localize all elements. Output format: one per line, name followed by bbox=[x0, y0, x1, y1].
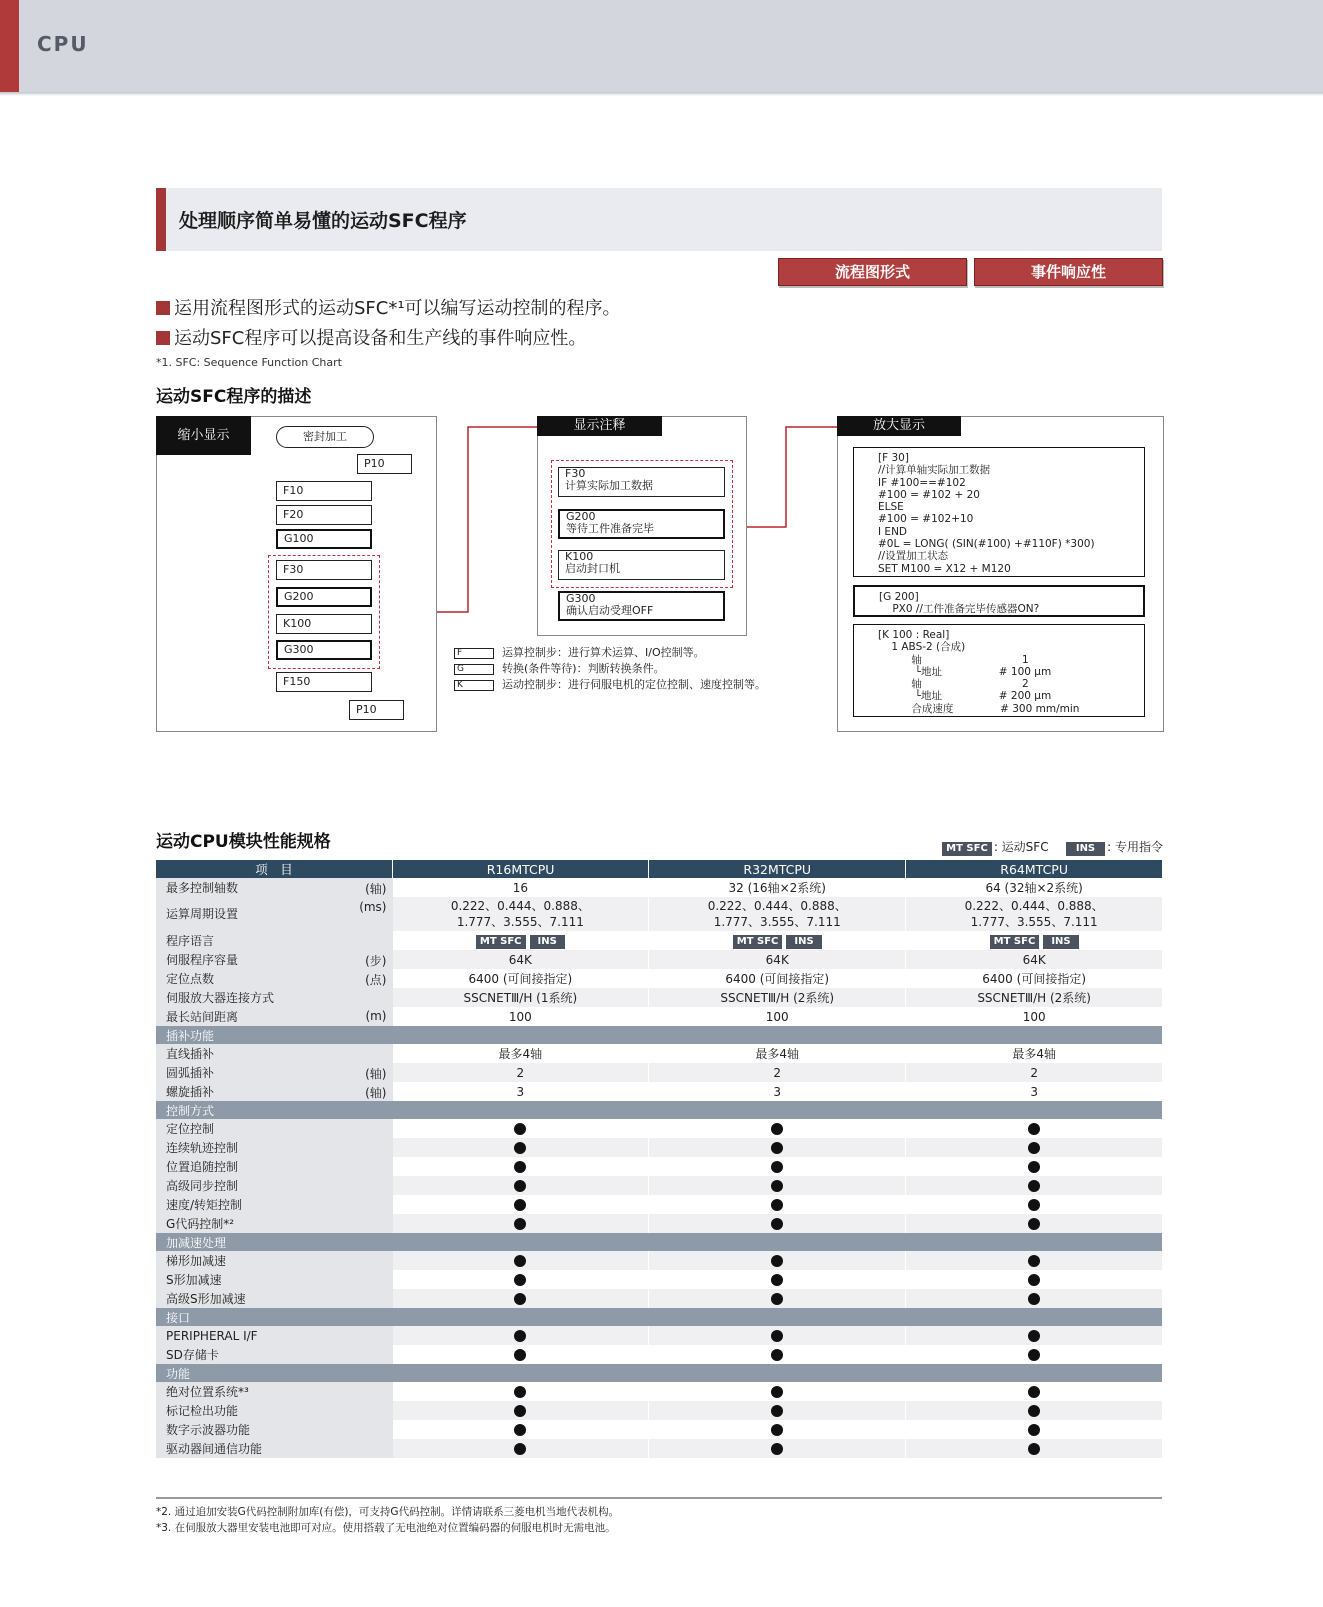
row-unit: (m) bbox=[365, 1009, 387, 1023]
step-G200: G200 bbox=[276, 587, 372, 607]
table-row bbox=[156, 1420, 1162, 1439]
table-row bbox=[156, 1063, 1162, 1082]
code-G200: [G 200] PX0 //工件准备完毕传感器ON? bbox=[853, 585, 1145, 617]
supported-dot-icon bbox=[1028, 1349, 1040, 1361]
supported-cell bbox=[906, 1176, 1162, 1195]
legend-key: F bbox=[454, 648, 494, 659]
supported-dot-icon bbox=[514, 1180, 526, 1192]
comment-step-text: 启动封口机 bbox=[565, 562, 620, 576]
supported-cell bbox=[393, 1382, 649, 1401]
supported-dot-icon bbox=[514, 1293, 526, 1305]
supported-dot-icon bbox=[771, 1424, 783, 1436]
legend-G bbox=[454, 660, 665, 676]
row-unit: (轴) bbox=[365, 1067, 387, 1081]
supported-cell bbox=[649, 1138, 906, 1157]
table-row bbox=[156, 1345, 1162, 1364]
code-K100: [K 100 : Real] 1 ABS-2 (合成) 轴 1 └地址 # 100 μm 轴 2 └地址 # 200 μm 合成速度 # 300 mm/min bbox=[853, 624, 1145, 717]
supported-cell bbox=[906, 1195, 1162, 1214]
supported-dot-icon bbox=[771, 1443, 783, 1455]
row-label bbox=[156, 1176, 393, 1195]
supported-dot-icon bbox=[1028, 1123, 1040, 1135]
language-cell bbox=[649, 931, 906, 950]
table-row bbox=[156, 1138, 1162, 1157]
legend-key: G bbox=[454, 664, 494, 675]
category-label: 接口 bbox=[156, 1308, 1162, 1326]
ins-legend-text: : 专用指令 bbox=[1107, 840, 1163, 854]
step-K100: K100 bbox=[276, 614, 372, 634]
table-category-row bbox=[156, 1101, 1162, 1119]
table-row bbox=[156, 878, 1162, 897]
row-label-text: SD存储卡 bbox=[166, 1348, 219, 1362]
row-label bbox=[156, 1007, 393, 1026]
mt-sfc-badge: MT SFC bbox=[990, 935, 1040, 949]
row-label-text: 运算周期设置 bbox=[166, 907, 239, 921]
supported-dot-icon bbox=[1028, 1293, 1040, 1305]
supported-cell bbox=[649, 1289, 906, 1308]
spec-title: 运动CPU模块性能规格 bbox=[156, 832, 331, 852]
row-label bbox=[156, 1326, 393, 1345]
table-row bbox=[156, 1044, 1162, 1063]
value-cell: 6400 (可间接指定) bbox=[393, 969, 649, 988]
step-F30: F30 bbox=[276, 560, 372, 580]
comment-step-F30 bbox=[558, 467, 725, 497]
table-row bbox=[156, 1214, 1162, 1233]
diagram-title: 运动SFC程序的描述 bbox=[156, 387, 312, 407]
table-row bbox=[156, 1082, 1162, 1101]
comment-step-G300 bbox=[558, 591, 725, 621]
table-row bbox=[156, 1326, 1162, 1345]
spec-table bbox=[156, 860, 1162, 1458]
supported-cell bbox=[393, 1439, 649, 1458]
supported-cell bbox=[393, 1420, 649, 1439]
supported-dot-icon bbox=[514, 1349, 526, 1361]
row-label bbox=[156, 1439, 393, 1458]
value-cell: 最多4轴 bbox=[649, 1044, 906, 1063]
supported-cell bbox=[906, 1326, 1162, 1345]
supported-cell bbox=[649, 1157, 906, 1176]
language-cell bbox=[393, 931, 649, 950]
comment-step-id: F30 bbox=[565, 467, 586, 480]
legend-text: 运动控制步：进行伺服电机的定位控制、速度控制等。 bbox=[502, 678, 766, 691]
table-row bbox=[156, 1270, 1162, 1289]
comment-step-id: G300 bbox=[566, 592, 596, 605]
supported-dot-icon bbox=[1028, 1424, 1040, 1436]
row-label-text: PERIPHERAL I/F bbox=[166, 1328, 258, 1343]
bullet-1-text: 运用流程图形式的运动SFC*¹可以编写运动控制的程序。 bbox=[174, 298, 621, 319]
language-cell bbox=[906, 931, 1162, 950]
supported-dot-icon bbox=[1028, 1199, 1040, 1211]
footnote-1: *1. SFC: Sequence Function Chart bbox=[156, 356, 342, 369]
row-label-text: 梯形加减速 bbox=[166, 1254, 227, 1268]
supported-dot-icon bbox=[514, 1330, 526, 1342]
row-label-text: 绝对位置系统*³ bbox=[166, 1385, 249, 1399]
supported-cell bbox=[393, 1326, 649, 1345]
legend-K bbox=[454, 676, 766, 692]
supported-dot-icon bbox=[771, 1218, 783, 1230]
row-label-text: 程序语言 bbox=[166, 934, 215, 948]
comment-step-text: 等待工件准备完毕 bbox=[566, 522, 654, 536]
supported-dot-icon bbox=[771, 1274, 783, 1286]
supported-dot-icon bbox=[771, 1142, 783, 1154]
col-header-r16: R16MTCPU bbox=[393, 860, 649, 878]
supported-dot-icon bbox=[514, 1424, 526, 1436]
value-cell: 2 bbox=[649, 1063, 906, 1082]
supported-dot-icon bbox=[1028, 1218, 1040, 1230]
section-title: 处理顺序简单易懂的运动SFC程序 bbox=[179, 210, 467, 232]
row-label-text: 标记检出功能 bbox=[166, 1404, 239, 1418]
row-label-text: 伺服程序容量 bbox=[166, 953, 239, 967]
comment-step-K100 bbox=[558, 550, 725, 580]
step-P10: P10 bbox=[357, 454, 412, 474]
mt-sfc-badge: MT SFC bbox=[733, 935, 783, 949]
row-label bbox=[156, 1251, 393, 1270]
row-unit: (步) bbox=[365, 954, 387, 968]
supported-dot-icon bbox=[1028, 1443, 1040, 1455]
row-label-text: 数字示波器功能 bbox=[166, 1423, 251, 1437]
row-label-text: 定位点数 bbox=[166, 972, 215, 986]
row-unit: (ms) bbox=[359, 900, 387, 914]
supported-dot-icon bbox=[1028, 1180, 1040, 1192]
table-row bbox=[156, 969, 1162, 988]
value-cell: 16 bbox=[393, 878, 649, 897]
row-label bbox=[156, 950, 393, 969]
value-cell: 6400 (可间接指定) bbox=[906, 969, 1162, 988]
row-label bbox=[156, 931, 393, 950]
supported-cell bbox=[649, 1176, 906, 1195]
row-label bbox=[156, 1195, 393, 1214]
supported-dot-icon bbox=[1028, 1255, 1040, 1267]
supported-cell bbox=[393, 1119, 649, 1138]
supported-dot-icon bbox=[514, 1443, 526, 1455]
supported-dot-icon bbox=[514, 1123, 526, 1135]
table-row bbox=[156, 1176, 1162, 1195]
supported-dot-icon bbox=[771, 1386, 783, 1398]
supported-dot-icon bbox=[771, 1161, 783, 1173]
supported-cell bbox=[649, 1420, 906, 1439]
supported-cell bbox=[649, 1195, 906, 1214]
supported-dot-icon bbox=[1028, 1274, 1040, 1286]
supported-cell bbox=[906, 1119, 1162, 1138]
col-header-r64: R64MTCPU bbox=[906, 860, 1162, 878]
value-cell: 64K bbox=[393, 950, 649, 969]
row-label-text: 最长站间距离 bbox=[166, 1010, 239, 1024]
table-category-row bbox=[156, 1308, 1162, 1326]
footnote-2: *2. 通过追加安装G代码控制附加库(有偿)，可支持G代码控制。详情请联系三菱电机当地代表机构。 bbox=[156, 1506, 620, 1518]
row-label-text: 高级同步控制 bbox=[166, 1179, 239, 1193]
row-label bbox=[156, 988, 393, 1007]
row-label-text: 速度/转矩控制 bbox=[166, 1198, 243, 1212]
supported-cell bbox=[649, 1401, 906, 1420]
row-label bbox=[156, 1063, 393, 1082]
ins-badge: INS bbox=[530, 935, 565, 949]
category-label: 插补功能 bbox=[156, 1026, 1162, 1044]
row-label-text: 螺旋插补 bbox=[166, 1085, 215, 1099]
supported-cell bbox=[649, 1214, 906, 1233]
supported-cell bbox=[649, 1119, 906, 1138]
value-cell: 0.222、0.444、0.888、 1.777、3.555、7.111 bbox=[906, 897, 1162, 931]
table-category-row bbox=[156, 1364, 1162, 1382]
row-label bbox=[156, 1214, 393, 1233]
supported-cell bbox=[393, 1157, 649, 1176]
supported-dot-icon bbox=[514, 1199, 526, 1211]
supported-cell bbox=[393, 1214, 649, 1233]
supported-dot-icon bbox=[771, 1199, 783, 1211]
supported-cell bbox=[906, 1382, 1162, 1401]
mt-sfc-badge: MT SFC bbox=[942, 842, 992, 856]
supported-cell bbox=[649, 1270, 906, 1289]
comment-step-G200 bbox=[558, 509, 725, 539]
row-label-text: G代码控制*² bbox=[166, 1217, 235, 1231]
row-label bbox=[156, 878, 393, 897]
row-label bbox=[156, 1345, 393, 1364]
value-cell: 32 (16轴×2系统) bbox=[649, 878, 906, 897]
table-row bbox=[156, 988, 1162, 1007]
supported-dot-icon bbox=[771, 1123, 783, 1135]
supported-cell bbox=[906, 1289, 1162, 1308]
supported-cell bbox=[906, 1401, 1162, 1420]
value-cell: 6400 (可间接指定) bbox=[649, 969, 906, 988]
table-row bbox=[156, 931, 1162, 950]
value-cell: 64K bbox=[649, 950, 906, 969]
row-label bbox=[156, 969, 393, 988]
row-label bbox=[156, 1382, 393, 1401]
supported-cell bbox=[393, 1195, 649, 1214]
value-cell: 0.222、0.444、0.888、 1.777、3.555、7.111 bbox=[393, 897, 649, 931]
supported-cell bbox=[393, 1251, 649, 1270]
supported-cell bbox=[649, 1382, 906, 1401]
legend-text: 转换(条件等待)：判断转换条件。 bbox=[502, 662, 665, 675]
value-cell: 3 bbox=[393, 1082, 649, 1101]
row-label bbox=[156, 1044, 393, 1063]
legend-text: 运算控制步：进行算术运算、I/O控制等。 bbox=[502, 646, 705, 659]
supported-cell bbox=[649, 1345, 906, 1364]
table-row bbox=[156, 897, 1162, 931]
panel-comment-label: 显示注释 bbox=[537, 416, 662, 436]
supported-cell bbox=[393, 1401, 649, 1420]
supported-dot-icon bbox=[1028, 1330, 1040, 1342]
table-row bbox=[156, 1401, 1162, 1420]
supported-dot-icon bbox=[1028, 1142, 1040, 1154]
mt-sfc-badge: MT SFC bbox=[476, 935, 526, 949]
value-cell: 0.222、0.444、0.888、 1.777、3.555、7.111 bbox=[649, 897, 906, 931]
supported-dot-icon bbox=[514, 1255, 526, 1267]
supported-cell bbox=[393, 1176, 649, 1195]
value-cell: SSCNETⅢ/H (2系统) bbox=[906, 988, 1162, 1007]
supported-cell bbox=[649, 1439, 906, 1458]
supported-cell bbox=[906, 1270, 1162, 1289]
row-label bbox=[156, 897, 393, 931]
category-label: 功能 bbox=[156, 1364, 1162, 1382]
col-header-r32: R32MTCPU bbox=[649, 860, 906, 878]
supported-dot-icon bbox=[1028, 1161, 1040, 1173]
row-label-text: S形加减速 bbox=[166, 1273, 222, 1287]
supported-dot-icon bbox=[771, 1255, 783, 1267]
comment-step-text: 计算实际加工数据 bbox=[565, 479, 653, 493]
table-bottom-rule bbox=[156, 1497, 1162, 1499]
start-node: 密封加工 bbox=[276, 426, 374, 448]
row-label-text: 高级S形加减速 bbox=[166, 1292, 246, 1306]
table-row bbox=[156, 1157, 1162, 1176]
table-category-row bbox=[156, 1026, 1162, 1044]
row-unit: (轴) bbox=[365, 1086, 387, 1100]
step-F10: F10 bbox=[276, 481, 372, 501]
table-category-row bbox=[156, 1233, 1162, 1251]
table-row bbox=[156, 1195, 1162, 1214]
value-cell: 3 bbox=[649, 1082, 906, 1101]
row-label-text: 直线插补 bbox=[166, 1047, 215, 1061]
supported-dot-icon bbox=[514, 1274, 526, 1286]
value-cell: SSCNETⅢ/H (2系统) bbox=[649, 988, 906, 1007]
panel-overview-label: 缩小显示 bbox=[156, 416, 251, 455]
value-cell: 3 bbox=[906, 1082, 1162, 1101]
table-row bbox=[156, 1382, 1162, 1401]
comment-step-id: K100 bbox=[565, 550, 594, 563]
supported-cell bbox=[393, 1289, 649, 1308]
supported-dot-icon bbox=[771, 1330, 783, 1342]
supported-cell bbox=[393, 1345, 649, 1364]
row-label bbox=[156, 1082, 393, 1101]
supported-dot-icon bbox=[771, 1293, 783, 1305]
supported-cell bbox=[906, 1157, 1162, 1176]
supported-cell bbox=[393, 1138, 649, 1157]
value-cell: 64K bbox=[906, 950, 1162, 969]
row-unit: (轴) bbox=[365, 882, 387, 896]
supported-cell bbox=[906, 1138, 1162, 1157]
row-label-text: 圆弧插补 bbox=[166, 1066, 215, 1080]
table-row bbox=[156, 1289, 1162, 1308]
step-G100: G100 bbox=[276, 529, 372, 549]
table-row bbox=[156, 1439, 1162, 1458]
supported-dot-icon bbox=[514, 1218, 526, 1230]
step-P10-end: P10 bbox=[349, 700, 404, 720]
row-unit: (点) bbox=[365, 973, 387, 987]
row-label bbox=[156, 1157, 393, 1176]
supported-dot-icon bbox=[514, 1161, 526, 1173]
mt-sfc-legend-text: : 运动SFC bbox=[993, 840, 1049, 854]
step-G300: G300 bbox=[276, 640, 372, 660]
value-cell: 最多4轴 bbox=[906, 1044, 1162, 1063]
step-F150: F150 bbox=[276, 672, 372, 692]
value-cell: 64 (32轴×2系统) bbox=[906, 878, 1162, 897]
supported-cell bbox=[906, 1214, 1162, 1233]
supported-dot-icon bbox=[514, 1386, 526, 1398]
supported-cell bbox=[906, 1251, 1162, 1270]
step-F20: F20 bbox=[276, 505, 372, 525]
row-label-text: 伺服放大器连接方式 bbox=[166, 991, 275, 1005]
row-label-text: 驱动器间通信功能 bbox=[166, 1442, 263, 1456]
row-label bbox=[156, 1401, 393, 1420]
supported-dot-icon bbox=[771, 1180, 783, 1192]
value-cell: 100 bbox=[906, 1007, 1162, 1026]
value-cell: 100 bbox=[649, 1007, 906, 1026]
supported-cell bbox=[393, 1270, 649, 1289]
row-label bbox=[156, 1289, 393, 1308]
value-cell: 100 bbox=[393, 1007, 649, 1026]
supported-cell bbox=[906, 1439, 1162, 1458]
row-label-text: 位置追随控制 bbox=[166, 1160, 239, 1174]
row-label-text: 最多控制轴数 bbox=[166, 881, 239, 895]
category-label: 控制方式 bbox=[156, 1101, 1162, 1119]
supported-dot-icon bbox=[771, 1349, 783, 1361]
comment-step-text: 确认启动受理OFF bbox=[566, 604, 654, 618]
tag-event-response: 事件响应性 bbox=[974, 258, 1163, 286]
table-row bbox=[156, 1007, 1162, 1026]
ins-badge: INS bbox=[786, 935, 821, 949]
col-header-item: 项 目 bbox=[156, 860, 393, 878]
footnote-3: *3. 在伺服放大器里安装电池即可对应。使用搭载了无电池绝对位置编码器的伺服电机时无需电池。 bbox=[156, 1522, 616, 1534]
row-label bbox=[156, 1270, 393, 1289]
ins-badge: INS bbox=[1043, 935, 1078, 949]
supported-cell bbox=[649, 1326, 906, 1345]
supported-cell bbox=[906, 1345, 1162, 1364]
value-cell: 2 bbox=[906, 1063, 1162, 1082]
supported-dot-icon bbox=[1028, 1405, 1040, 1417]
row-label bbox=[156, 1119, 393, 1138]
supported-cell bbox=[649, 1251, 906, 1270]
table-row bbox=[156, 1119, 1162, 1138]
bullet-2-text: 运动SFC程序可以提高设备和生产线的事件响应性。 bbox=[174, 328, 587, 349]
value-cell: SSCNETⅢ/H (1系统) bbox=[393, 988, 649, 1007]
row-label-text: 定位控制 bbox=[166, 1122, 215, 1136]
supported-dot-icon bbox=[514, 1405, 526, 1417]
spec-badge-legend bbox=[940, 838, 1163, 856]
code-F30: [F 30] //计算单轴实际加工数据 IF #100==#102 #100 = #102 + 20 ELSE #100 = #102+10 I END #0L = LONG( (SIN(#100) +#110F) *300) //设置加工状态 SET M100 = X12 + M120 bbox=[853, 447, 1145, 577]
row-label bbox=[156, 1138, 393, 1157]
tag-flowchart: 流程图形式 bbox=[778, 258, 967, 286]
category-label: CPU bbox=[37, 32, 89, 56]
ins-badge: INS bbox=[1066, 842, 1105, 856]
legend-F bbox=[454, 644, 705, 660]
supported-dot-icon bbox=[1028, 1386, 1040, 1398]
supported-dot-icon bbox=[514, 1142, 526, 1154]
panel-zoom-label: 放大显示 bbox=[837, 416, 961, 436]
row-label-text: 连续轨迹控制 bbox=[166, 1141, 239, 1155]
legend-key: K bbox=[454, 680, 494, 691]
category-label: 加减速处理 bbox=[156, 1233, 1162, 1251]
value-cell: 最多4轴 bbox=[393, 1044, 649, 1063]
supported-dot-icon bbox=[771, 1405, 783, 1417]
comment-step-id: G200 bbox=[566, 510, 596, 523]
supported-cell bbox=[906, 1420, 1162, 1439]
row-label bbox=[156, 1420, 393, 1439]
value-cell: 2 bbox=[393, 1063, 649, 1082]
table-row bbox=[156, 950, 1162, 969]
table-row bbox=[156, 1251, 1162, 1270]
